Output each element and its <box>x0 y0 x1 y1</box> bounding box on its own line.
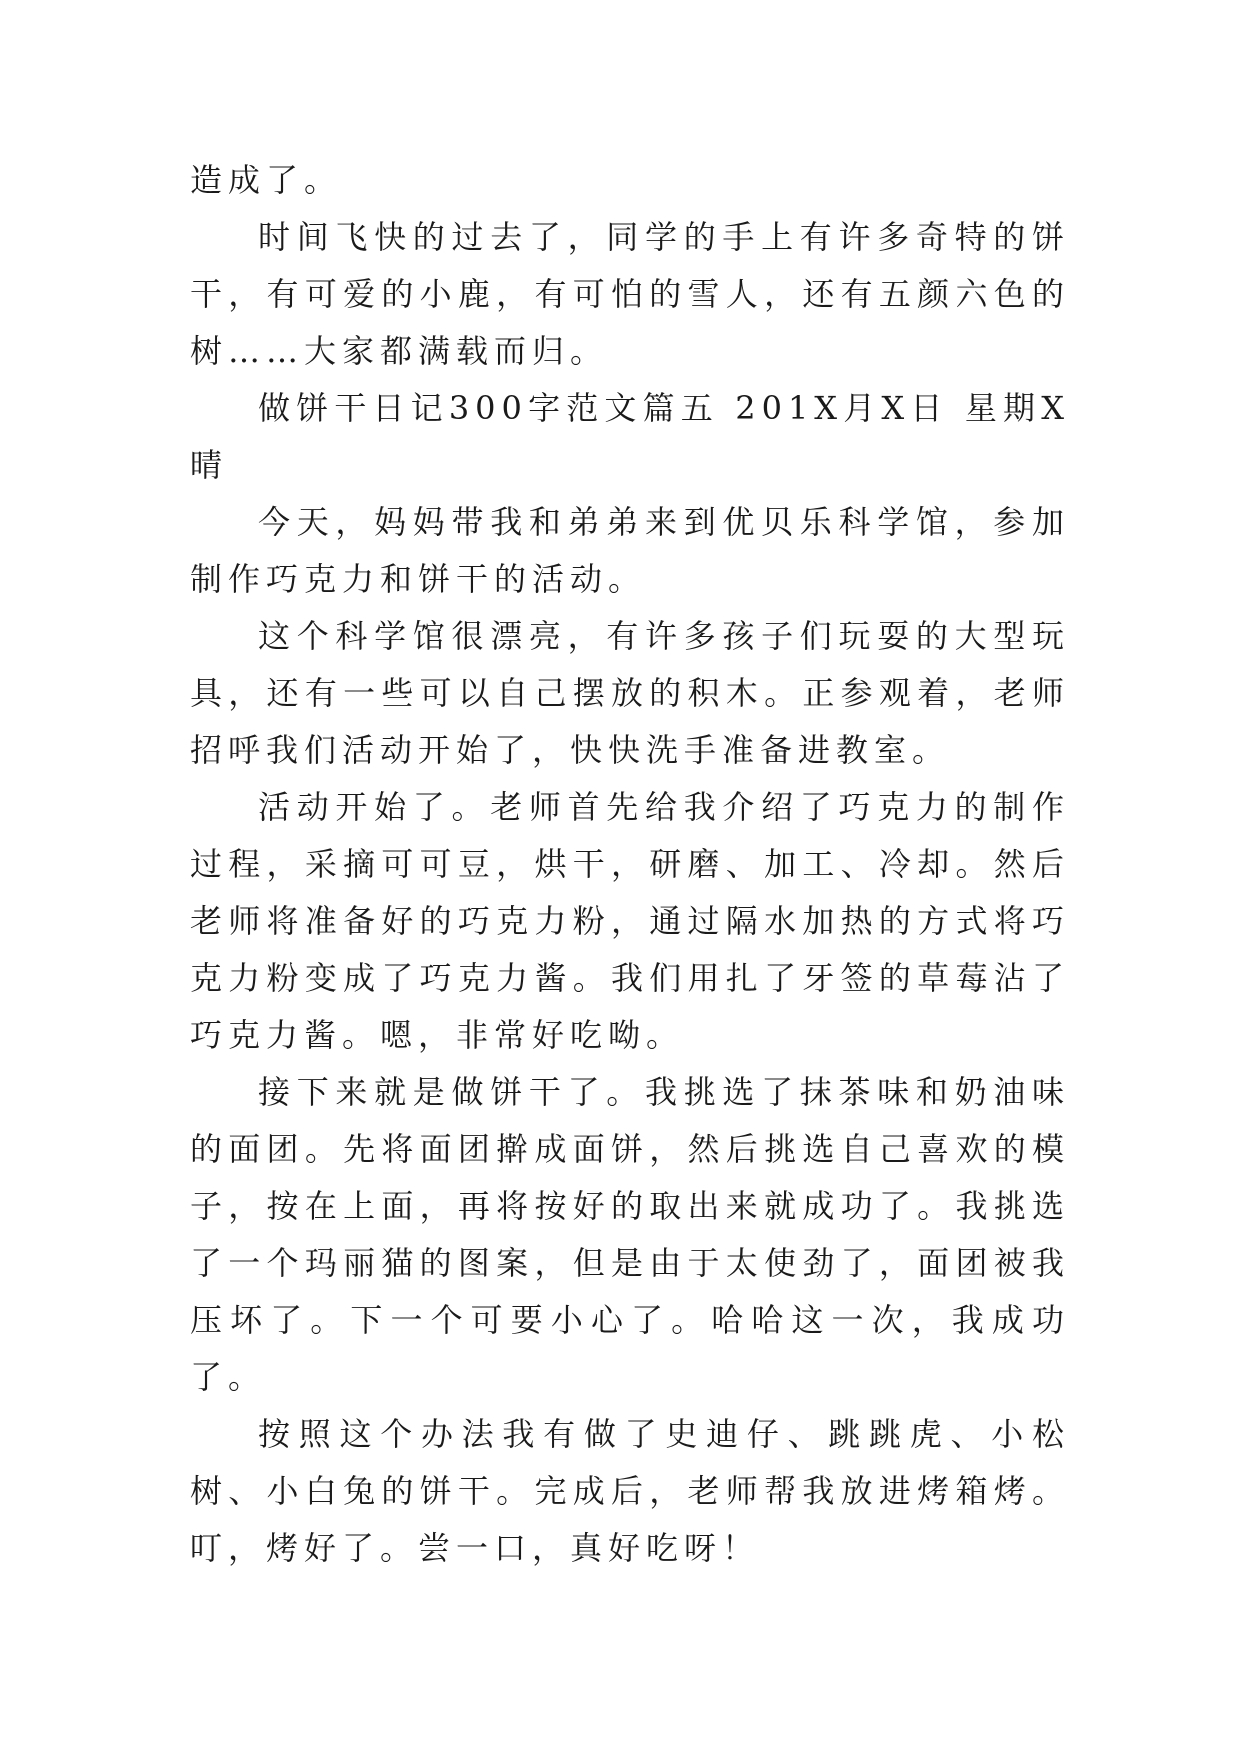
paragraph: 这个科学馆很漂亮，有许多孩子们玩耍的大型玩具，还有一些可以自己摆放的积木。正参观着，老师招呼我们活动开始了，快快洗手准备进教室。 <box>190 617 1070 769</box>
paragraph: 接下来就是做饼干了。我挑选了抹茶味和奶油味的面团。先将面团擀成面饼，然后挑选自己喜欢的模子，按在上面，再将按好的取出来就成功了。我挑选了一个玛丽猫的图案，但是由于太使劲了，面团被我压坏了。下一个可要小心了。哈哈这一次，我成功了。 <box>190 1073 1070 1396</box>
paragraph: 按照这个办法我有做了史迪仔、跳跳虎、小松树、小白兔的饼干。完成后，老师帮我放进烤箱烤。叮，烤好了。尝一口，真好吃呀！ <box>190 1415 1070 1567</box>
body-text <box>190 152 1070 1577</box>
paragraph-continuation: 造成了。 <box>190 161 343 199</box>
section-heading: 做饼干日记300字范文篇五 201X月X日 星期X 晴 <box>190 389 1070 484</box>
paragraph: 时间飞快的过去了，同学的手上有许多奇特的饼干，有可爱的小鹿，有可怕的雪人，还有五颜六色的树……大家都满载而归。 <box>190 218 1070 370</box>
paragraph: 活动开始了。老师首先给我介绍了巧克力的制作过程，采摘可可豆，烘干，研磨、加工、冷却。然后老师将准备好的巧克力粉，通过隔水加热的方式将巧克力粉变成了巧克力酱。我们用扎了牙签的草莓沾了巧克力酱。嗯，非常好吃呦。 <box>190 788 1070 1054</box>
paragraph: 今天，妈妈带我和弟弟来到优贝乐科学馆，参加制作巧克力和饼干的活动。 <box>190 503 1070 598</box>
